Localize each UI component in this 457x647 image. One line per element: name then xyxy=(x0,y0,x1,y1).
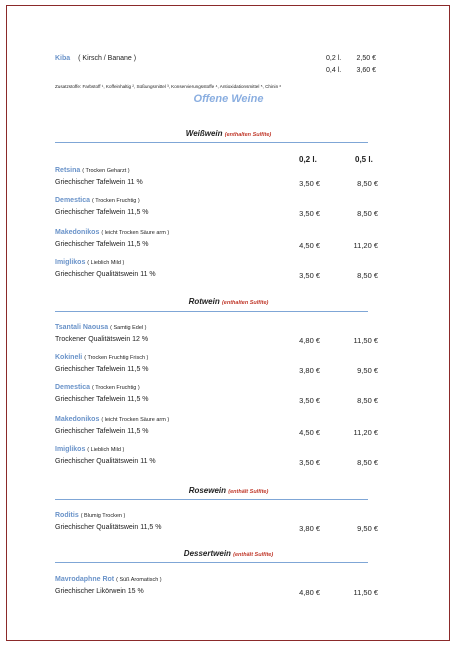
section-weisswein xyxy=(0,129,457,138)
section-weisswein-note: (enthalten Sulfite) xyxy=(224,132,272,138)
wine-price-large: 9,50 € xyxy=(357,524,378,533)
divider xyxy=(55,142,368,143)
section-dessertwein-title: Dessertwein xyxy=(183,549,231,558)
wine-price-large: 8,50 € xyxy=(357,209,378,218)
wine-price-small: 3,80 € xyxy=(299,366,320,375)
wine-name: Demestica xyxy=(55,197,91,204)
wine-price-large: 11,50 € xyxy=(353,588,378,597)
wine-title-line xyxy=(55,354,148,361)
section-rosewein-title: Rosewein xyxy=(188,486,227,495)
wine-description: ( Lieblich Mild ) xyxy=(87,260,125,266)
additives-note: Zusatzstoffe: Farbstoff ¹, Koffeinhaltig ², Süßungsmittel ³, Konservierungsstoffe ⁴, Antioxidationsmittel ⁵, Chinin ⁶ xyxy=(55,84,282,89)
wine-type: Griechischer Tafelwein 11,5 % xyxy=(55,428,149,435)
wine-price-small: 3,50 € xyxy=(299,209,320,218)
divider xyxy=(55,562,368,563)
wine-price-small: 3,50 € xyxy=(299,458,320,467)
wine-title-line xyxy=(55,576,162,583)
kiba-size-2: 0,4 l. xyxy=(326,67,342,74)
kiba-item xyxy=(55,55,136,62)
wine-price-large: 11,20 € xyxy=(353,241,378,250)
kiba-desc: ( Kirsch / Banane ) xyxy=(78,55,137,62)
wine-type: Trockener Qualitätswein 12 % xyxy=(55,336,149,343)
wine-name: Retsina xyxy=(55,167,81,174)
kiba-name: Kiba xyxy=(55,55,71,62)
section-rotwein xyxy=(0,297,457,306)
wine-name: Imiglikos xyxy=(55,446,86,453)
kiba-price-1: 2,50 € xyxy=(356,55,376,62)
wine-type: Griechischer Tafelwein 11 % xyxy=(55,179,143,186)
wine-title-line xyxy=(55,324,147,331)
wine-title-line xyxy=(55,384,140,391)
wine-price-small: 3,80 € xyxy=(299,524,320,533)
wine-type: Griechischer Tafelwein 11,5 % xyxy=(55,241,149,248)
wine-price-small: 4,80 € xyxy=(299,588,320,597)
wine-title-line xyxy=(55,229,169,236)
wine-price-small: 4,50 € xyxy=(299,428,320,437)
wine-name: Makedonikos xyxy=(55,416,100,423)
section-rotwein-note: (enthalten Sulfite) xyxy=(221,300,269,306)
wine-description: ( Trocken Fruchtig ) xyxy=(91,198,140,204)
wine-type: Griechischer Tafelwein 11,5 % xyxy=(55,366,149,373)
wine-title-line xyxy=(55,446,124,453)
wine-type: Griechischer Tafelwein 11,5 % xyxy=(55,209,149,216)
wine-price-small: 3,50 € xyxy=(299,179,320,188)
wine-price-small: 4,50 € xyxy=(299,241,320,250)
wine-name: Mavrodaphne Rot xyxy=(55,576,115,583)
wine-type: Griechischer Tafelwein 11,5 % xyxy=(55,396,149,403)
kiba-size-1: 0,2 l. xyxy=(326,55,342,62)
wine-title-line xyxy=(55,167,130,174)
wine-price-large: 8,50 € xyxy=(357,396,378,405)
wine-description: ( Trocken Fruchtig Frisch ) xyxy=(84,355,149,361)
wine-description: ( Süß Aromatisch ) xyxy=(116,577,162,583)
wine-description: ( Blumig Trocken ) xyxy=(80,513,126,519)
wine-name: Kokineli xyxy=(55,354,83,361)
divider xyxy=(55,499,368,500)
wine-name: Makedonikos xyxy=(55,229,100,236)
wine-description: ( Trocken Fruchtig ) xyxy=(91,385,140,391)
wine-name: Imiglikos xyxy=(55,259,86,266)
wine-name: Demestica xyxy=(55,384,91,391)
wine-type: Griechischer Qualitätswein 11 % xyxy=(55,271,156,278)
wine-description: ( Lieblich Mild ) xyxy=(87,447,125,453)
wine-name: Roditis xyxy=(55,512,79,519)
wine-price-small: 3,50 € xyxy=(299,271,320,280)
wine-type: Griechischer Qualitätswein 11,5 % xyxy=(55,524,162,531)
wine-description: ( leicht Trocken Säure arm ) xyxy=(101,230,170,236)
wine-price-small: 4,80 € xyxy=(299,336,320,345)
wine-title-line xyxy=(55,512,125,519)
column-header-large: 0,5 l. xyxy=(355,155,373,164)
section-dessertwein xyxy=(0,549,457,558)
wine-price-large: 11,50 € xyxy=(353,336,378,345)
wine-price-large: 8,50 € xyxy=(357,179,378,188)
wine-description: ( Trocken Geharzt ) xyxy=(82,168,130,174)
section-weisswein-title: Weißwein xyxy=(185,129,223,138)
wine-title-line xyxy=(55,416,169,423)
wine-title-line xyxy=(55,197,140,204)
wine-price-small: 3,50 € xyxy=(299,396,320,405)
wine-name: Tsantali Naousa xyxy=(55,324,109,331)
page-title: Offene Weine xyxy=(193,93,264,105)
wine-price-large: 9,50 € xyxy=(357,366,378,375)
section-rotwein-title: Rotwein xyxy=(188,297,220,306)
wine-description: ( Samtig Edel ) xyxy=(110,325,147,331)
kiba-price-2: 3,60 € xyxy=(356,67,376,74)
wine-description: ( leicht Trocken Säure arm ) xyxy=(101,417,170,423)
divider xyxy=(55,311,368,312)
section-rosewein-note: (enthält Sulfite) xyxy=(228,489,269,495)
section-dessertwein-note: (enthält Sulfite) xyxy=(233,552,274,558)
wine-type: Griechischer Qualitätswein 11 % xyxy=(55,458,156,465)
wine-price-large: 11,20 € xyxy=(353,428,378,437)
wine-price-large: 8,50 € xyxy=(357,458,378,467)
section-rosewein xyxy=(0,486,457,495)
wine-type: Griechischer Likörwein 15 % xyxy=(55,588,144,595)
wine-price-large: 8,50 € xyxy=(357,271,378,280)
wine-title-line xyxy=(55,259,124,266)
column-header-small: 0,2 l. xyxy=(299,155,317,164)
